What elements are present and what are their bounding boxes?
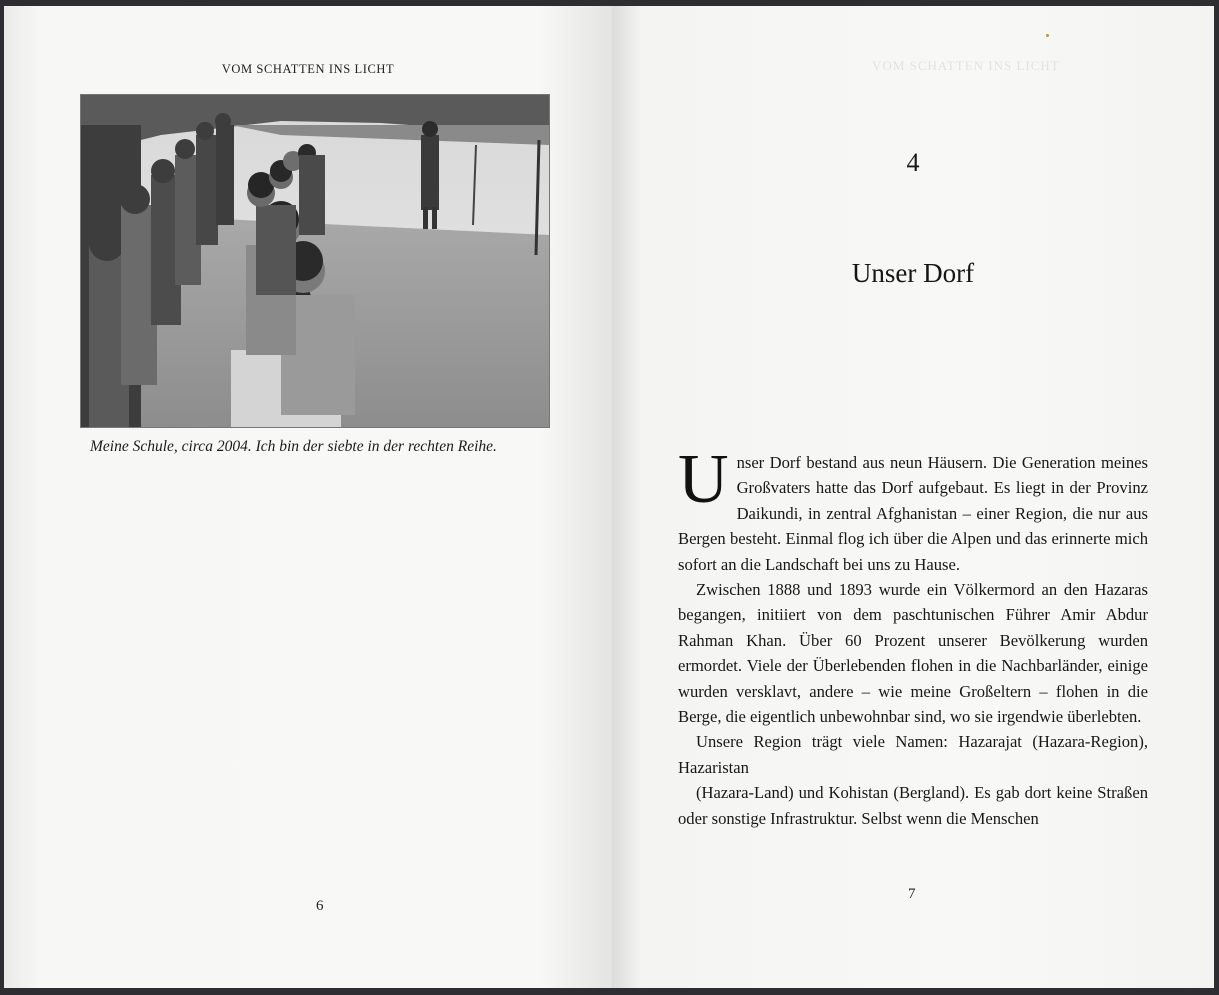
paper-speck (1046, 34, 1049, 37)
paragraph-2: Zwischen 1888 und 1893 wurde ein Völkermord an den Hazaras begangen, initiiert von dem paschtunischen Führer Amir Abdur Rahman Khan. Über 60 Prozent unserer Bevölkerung wurden ermordet. Viele der Überlebenden flohen in die Nachbarländer, einige wurden versklavt, andere – wie meine Großeltern – flohen in die Berge, die eigentlich unbewohnbar sind, wo sie irgendwie überlebten. (678, 580, 1148, 727)
left-page (4, 6, 612, 988)
running-head: VOM SCHATTEN INS LICHT (221, 62, 395, 76)
drop-cap: U (678, 441, 729, 518)
show-through-running-head: VOM SCHATTEN INS LICHT (872, 58, 1060, 73)
chapter-number: 4 (906, 148, 920, 177)
school-photo-image (81, 95, 549, 427)
school-photo (80, 94, 550, 428)
page-number-left: 6 (316, 898, 324, 914)
chapter-title: Unser Dorf (851, 258, 975, 288)
book-spread (4, 6, 1214, 988)
paragraph-3: Unsere Region trägt viele Namen: Hazarajat (Hazara-Region), Hazaristan (678, 732, 1148, 777)
paragraph-1-text: nser Dorf bestand aus neun Häusern. Die Generation meines Großvaters hatte das Dorf aufgebaut. Es liegt in der Provinz Daikundi, in zentral Afghanistan – einer Region, die nur aus Bergen besteht. Einmal flog ich über die Alpen und das erinnerte mich sofort an die Landschaft bei uns zu Hause. (678, 453, 1148, 574)
paragraph-1 (678, 441, 1148, 577)
page-number-right: 7 (908, 886, 916, 902)
photo-caption: Meine Schule, circa 2004. Ich bin der siebte in der rechten Reihe. (90, 438, 497, 455)
chapter-body (678, 441, 1148, 831)
paragraph-4: (Hazara-Land) und Kohistan (Bergland). Es gab dort keine Straßen oder sonstige Infrastruktur. Selbst wenn die Menschen (678, 783, 1148, 828)
